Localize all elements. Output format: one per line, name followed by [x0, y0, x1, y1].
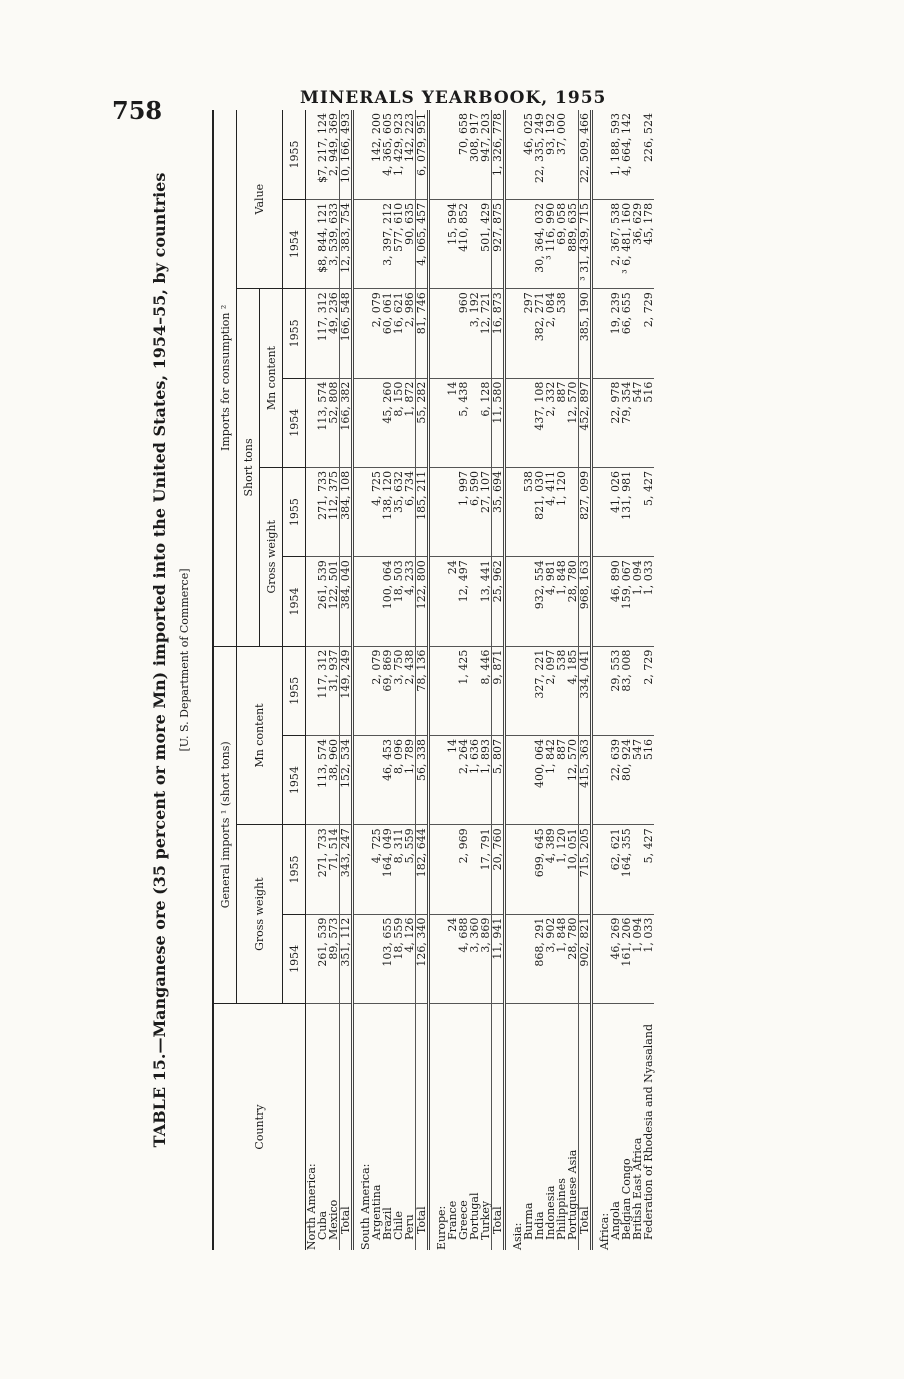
table-cell: 69, 869	[382, 646, 393, 735]
table-cell: 12, 497	[458, 557, 469, 646]
table-cell: 343, 247	[340, 825, 353, 914]
table-cell	[567, 110, 579, 199]
table-cell: 15, 594	[447, 199, 458, 288]
country-name: Mexico	[327, 1199, 340, 1240]
table-cell: 138, 120	[382, 467, 393, 556]
country-name: France	[446, 1200, 459, 1240]
table-cell: 20, 760	[492, 825, 505, 914]
table-row	[328, 110, 340, 1250]
table-cell: 49, 236	[328, 289, 340, 378]
table-cell: 1, 033	[643, 557, 654, 646]
row-spacer	[429, 110, 437, 1250]
table-cell: 932, 554	[534, 557, 545, 646]
table-cell: 1, 120	[556, 825, 567, 914]
table-cell: 2, 332	[545, 378, 556, 467]
table-cell: 384, 108	[340, 467, 353, 556]
table-cell: 62, 621	[610, 825, 621, 914]
table-cell: 887	[556, 735, 567, 824]
table-cell: 889, 635	[567, 199, 579, 288]
table-cell: 6, 590	[469, 467, 480, 556]
header-ic-gross-weight: Gross weight	[260, 467, 283, 646]
table-cell: 6, 734	[404, 467, 416, 556]
table-cell: 3, 902	[545, 914, 556, 1003]
table-cell: 70, 658	[458, 110, 469, 199]
header-year: 1955	[283, 646, 306, 735]
table-cell: 66, 655	[621, 289, 632, 378]
country-name: South America:	[359, 1163, 372, 1250]
table-cell: 902, 821	[579, 914, 592, 1003]
table-cell	[512, 914, 523, 1003]
country-name: Africa:	[598, 1212, 611, 1250]
table-cell: 577, 610	[393, 199, 404, 288]
table-cell: $7, 217, 124	[317, 110, 328, 199]
total-row	[579, 110, 592, 1250]
total-row	[416, 110, 429, 1250]
table-cell: 52, 808	[328, 378, 340, 467]
table-row	[621, 110, 632, 1250]
table-cell	[512, 735, 523, 824]
table-cell: 24	[447, 557, 458, 646]
table-cell	[436, 646, 447, 735]
table-cell: 93, 192	[545, 110, 556, 199]
header-gi-gross-weight: Gross weight	[237, 825, 283, 1004]
table-cell: 126, 340	[416, 914, 429, 1003]
table-cell: 27, 107	[480, 467, 492, 556]
table-cell	[567, 467, 579, 556]
country-name: Cuba	[316, 1210, 329, 1240]
table-cell	[436, 825, 447, 914]
table-cell: 8, 096	[393, 735, 404, 824]
table-cell: 31, 937	[328, 646, 340, 735]
table-row	[545, 110, 556, 1250]
country-name: Indonesia	[544, 1185, 557, 1240]
table-cell: 56, 338	[416, 735, 429, 824]
table-cell: ³ 116, 990	[545, 199, 556, 288]
table-cell: 55, 282	[416, 378, 429, 467]
table-cell: 113, 574	[317, 735, 328, 824]
country-name: Portuguese Asia	[566, 1149, 579, 1240]
table-cell: 166, 548	[340, 289, 353, 378]
table-cell: 3, 539, 633	[328, 199, 340, 288]
table-cell: 16, 873	[492, 289, 505, 378]
table-cell: 1, 893	[480, 735, 492, 824]
country-name: Europe:	[435, 1205, 448, 1250]
table-cell: ³ 6, 481, 160	[621, 199, 632, 288]
table-cell: 1, 326, 778	[492, 110, 505, 199]
region-row	[512, 110, 523, 1250]
table-cell: 11, 580	[492, 378, 505, 467]
country-name: North America:	[305, 1163, 318, 1250]
table-cell: 2, 264	[458, 735, 469, 824]
table-cell: 79, 354	[621, 378, 632, 467]
table-cell: 4, 126	[404, 914, 416, 1003]
page-number: 758	[112, 96, 163, 125]
table-cell	[512, 825, 523, 914]
table-cell	[436, 289, 447, 378]
table-cell: 2, 438	[404, 646, 416, 735]
table-cell: 4, 981	[545, 557, 556, 646]
table-row	[643, 110, 654, 1250]
table-cell: 35, 632	[393, 467, 404, 556]
table-cell: 35, 694	[492, 467, 505, 556]
table-cell: 164, 355	[621, 825, 632, 914]
table-cell: 71, 514	[328, 825, 340, 914]
table-cell: 41, 026	[610, 467, 621, 556]
table-cell: 22, 639	[610, 735, 621, 824]
table-cell: 149, 249	[340, 646, 353, 735]
country-name: Total	[416, 1004, 429, 1251]
table-cell: 271, 733	[317, 467, 328, 556]
table-cell: 384, 040	[340, 557, 353, 646]
table-cell: 18, 559	[393, 914, 404, 1003]
table-cell: 36, 629	[632, 199, 643, 288]
table-cell: 16, 621	[393, 289, 404, 378]
table-cell: 152, 534	[340, 735, 353, 824]
table-cell: 271, 733	[317, 825, 328, 914]
table-cell	[512, 557, 523, 646]
header-year: 1954	[283, 914, 306, 1003]
table-source: [U. S. Department of Commerce]	[178, 568, 191, 752]
table-cell: 5, 807	[492, 735, 505, 824]
table-cell: 547	[632, 378, 643, 467]
table-cell: 161, 206	[621, 914, 632, 1003]
table-cell: 1, 094	[632, 557, 643, 646]
table-cell: 547	[632, 735, 643, 824]
table-cell: 297	[523, 289, 534, 378]
table-cell: 226, 524	[643, 110, 654, 199]
table-cell: 327, 221	[534, 646, 545, 735]
table-cell: 46, 025	[523, 110, 534, 199]
table-cell: 821, 030	[534, 467, 545, 556]
table-cell: 4, 065, 457	[416, 199, 429, 288]
table-cell: 4, 185	[567, 646, 579, 735]
table-row	[480, 110, 492, 1250]
table-cell	[567, 289, 579, 378]
manganese-imports-table	[212, 110, 654, 1250]
table-cell: 9, 871	[492, 646, 505, 735]
table-cell: 2, 986	[404, 289, 416, 378]
table-cell: 166, 382	[340, 378, 353, 467]
table-cell: 382, 271	[534, 289, 545, 378]
header-year: 1954	[283, 557, 306, 646]
table-title: TABLE 15.—Manganese ore (35 percent or more Mn) imported into the United States, 1954–55, by countries	[150, 172, 169, 1148]
country-name: Angola	[609, 1201, 622, 1240]
table-cell: 89, 573	[328, 914, 340, 1003]
running-head: MINERALS YEARBOOK, 1955	[300, 88, 607, 108]
table-row	[567, 110, 579, 1250]
table-cell: 24	[447, 914, 458, 1003]
table-cell: 8, 311	[393, 825, 404, 914]
country-name: Turkey	[479, 1200, 492, 1240]
table-cell	[512, 646, 523, 735]
table-cell	[360, 557, 371, 646]
table-cell: 1, 094	[632, 914, 643, 1003]
table-cell: 182, 644	[416, 825, 429, 914]
country-name: Belgian Congo	[620, 1158, 633, 1240]
header-year: 1955	[283, 110, 306, 199]
table-cell: 5, 427	[643, 467, 654, 556]
table-cell: 19, 239	[610, 289, 621, 378]
header-gi-mn-content: Mn content	[237, 646, 283, 825]
table-cell: 12, 570	[567, 378, 579, 467]
table-cell: 6, 128	[480, 378, 492, 467]
country-name: Asia:	[511, 1222, 524, 1250]
table-cell: 516	[643, 378, 654, 467]
table-cell: 334, 041	[579, 646, 592, 735]
table-cell: 81, 746	[416, 289, 429, 378]
table-cell: 28, 780	[567, 914, 579, 1003]
table-cell: 38, 960	[328, 735, 340, 824]
table-cell: 78, 136	[416, 646, 429, 735]
table-cell: 410, 852	[458, 199, 469, 288]
table-cell: 4, 664, 142	[621, 110, 632, 199]
table-cell: 538	[556, 289, 567, 378]
table-cell: 3, 750	[393, 646, 404, 735]
table-cell: 4, 233	[404, 557, 416, 646]
table-cell	[360, 378, 371, 467]
header-value: Value	[237, 110, 283, 289]
table-cell: 2, 367, 538	[610, 199, 621, 288]
table-cell: 8, 150	[393, 378, 404, 467]
header-ic-mn-content: Mn content	[260, 289, 283, 468]
table-cell: 4, 389	[545, 825, 556, 914]
table-cell: 131, 981	[621, 467, 632, 556]
table-cell: 2, 079	[371, 289, 382, 378]
country-name: Greece	[457, 1200, 470, 1240]
table-cell: 5, 427	[643, 825, 654, 914]
table-cell: 1, 033	[643, 914, 654, 1003]
table-cell: 45, 178	[643, 199, 654, 288]
table-cell: 12, 721	[480, 289, 492, 378]
row-spacer	[592, 110, 600, 1250]
table-cell: 46, 269	[610, 914, 621, 1003]
table-cell: 1, 848	[556, 557, 567, 646]
total-row	[492, 110, 505, 1250]
table-cell: 80, 924	[621, 735, 632, 824]
country-name: Brazil	[381, 1207, 394, 1240]
country-name: British East Africa	[631, 1137, 644, 1240]
table-cell: 868, 291	[534, 914, 545, 1003]
header-year: 1955	[283, 467, 306, 556]
country-name: Argentina	[370, 1184, 383, 1240]
region-row	[436, 110, 447, 1250]
table-cell	[512, 378, 523, 467]
country-name: Peru	[403, 1214, 416, 1240]
country-name: Portugal	[468, 1192, 481, 1240]
table-cell: 8, 446	[480, 646, 492, 735]
table-cell: 12, 570	[567, 735, 579, 824]
table-cell: 28, 780	[567, 557, 579, 646]
table-cell: 308, 917	[469, 110, 480, 199]
table-cell: 12, 383, 754	[340, 199, 353, 288]
table-cell: 113, 574	[317, 378, 328, 467]
country-name: Total	[492, 1004, 505, 1251]
table-cell	[360, 735, 371, 824]
table-cell: 10, 051	[567, 825, 579, 914]
table-cell: 69, 058	[556, 199, 567, 288]
country-name: India	[533, 1211, 546, 1240]
table-cell: 122, 800	[416, 557, 429, 646]
table-cell: 11, 941	[492, 914, 505, 1003]
table-cell: 185, 211	[416, 467, 429, 556]
table-cell: 4, 725	[371, 825, 382, 914]
table-cell: 2, 084	[545, 289, 556, 378]
table-cell: 46, 453	[382, 735, 393, 824]
table-cell: 3, 360	[469, 914, 480, 1003]
table-row	[458, 110, 469, 1250]
table-cell: 117, 312	[317, 646, 328, 735]
table-cell: 83, 008	[621, 646, 632, 735]
table-cell: 29, 553	[610, 646, 621, 735]
table-cell: 2, 079	[371, 646, 382, 735]
table-cell: 927, 875	[492, 199, 505, 288]
table-cell: 1, 997	[458, 467, 469, 556]
header-general-imports: General imports ¹ (short tons)	[213, 646, 237, 1003]
table-cell: 3, 397, 212	[382, 199, 393, 288]
table-cell: 887	[556, 378, 567, 467]
table-cell	[360, 914, 371, 1003]
table-cell: 5, 559	[404, 825, 416, 914]
table-cell: 30, 364, 032	[534, 199, 545, 288]
header-year: 1955	[283, 825, 306, 914]
table-cell: 22, 335, 249	[534, 110, 545, 199]
table-cell: 22, 509, 466	[579, 110, 592, 199]
table-cell: 351, 112	[340, 914, 353, 1003]
table-cell: 400, 064	[534, 735, 545, 824]
row-spacer	[353, 110, 361, 1250]
row-spacer	[505, 110, 513, 1250]
table-cell: 37, 000	[556, 110, 567, 199]
table-cell: 699, 645	[534, 825, 545, 914]
table-cell: 437, 108	[534, 378, 545, 467]
table-cell: 142, 223	[404, 110, 416, 199]
table-cell: 46, 890	[610, 557, 621, 646]
rotated-table-block	[150, 40, 840, 1280]
table-body	[306, 110, 655, 1250]
total-row	[340, 110, 353, 1250]
header-year: 1954	[283, 378, 306, 467]
table-cell: 2, 969	[458, 825, 469, 914]
table-cell: 1, 848	[556, 914, 567, 1003]
table-cell: 3, 192	[469, 289, 480, 378]
table-cell: 2, 097	[545, 646, 556, 735]
table-cell: 960	[458, 289, 469, 378]
table-cell: 100, 064	[382, 557, 393, 646]
table-cell: 14	[447, 378, 458, 467]
table-cell: 45, 260	[382, 378, 393, 467]
table-cell: 18, 503	[393, 557, 404, 646]
table-cell: 2, 949, 369	[328, 110, 340, 199]
table-cell	[360, 199, 371, 288]
table-cell: 60, 061	[382, 289, 393, 378]
table-cell: 516	[643, 735, 654, 824]
table-cell: 6, 079, 951	[416, 110, 429, 199]
table-cell: 1, 872	[404, 378, 416, 467]
table-cell: 1, 789	[404, 735, 416, 824]
table-cell: 1, 425	[458, 646, 469, 735]
table-cell: 5, 438	[458, 378, 469, 467]
table-cell: 164, 049	[382, 825, 393, 914]
table-cell: 261, 539	[317, 914, 328, 1003]
header-short-tons: Short tons	[237, 289, 260, 646]
table-cell: 3, 869	[480, 914, 492, 1003]
table-cell: 1, 429, 923	[393, 110, 404, 199]
table-cell: 715, 205	[579, 825, 592, 914]
table-cell: 1, 188, 593	[610, 110, 621, 199]
table-cell	[436, 467, 447, 556]
table-cell: 10, 166, 493	[340, 110, 353, 199]
table-cell: 159, 067	[621, 557, 632, 646]
table-cell: 261, 539	[317, 557, 328, 646]
table-cell: 25, 962	[492, 557, 505, 646]
table-cell: 452, 897	[579, 378, 592, 467]
table-cell: 4, 411	[545, 467, 556, 556]
header-year: 1954	[283, 735, 306, 824]
table-cell: 538	[523, 467, 534, 556]
header-country: Country	[213, 1004, 306, 1251]
table-cell: $8, 844, 121	[317, 199, 328, 288]
table-cell: 2, 729	[643, 289, 654, 378]
country-name: Burma	[522, 1202, 535, 1240]
table-cell	[512, 199, 523, 288]
table-row	[404, 110, 416, 1250]
table-cell: 13, 441	[480, 557, 492, 646]
table-cell: 538	[556, 646, 567, 735]
table-cell: 142, 200	[371, 110, 382, 199]
table-cell: 112, 375	[328, 467, 340, 556]
table-cell: 14	[447, 735, 458, 824]
table-cell: 117, 312	[317, 289, 328, 378]
header-year: 1955	[283, 289, 306, 378]
table-cell	[436, 110, 447, 199]
header-imports-consumption: Imports for consumption ²	[213, 110, 237, 646]
table-cell: 385, 190	[579, 289, 592, 378]
table-cell: 947, 203	[480, 110, 492, 199]
country-name: Federation of Rhodesia and Nyasaland	[642, 1024, 655, 1240]
country-name: Total	[340, 1004, 353, 1251]
country-name: Philippines	[555, 1178, 568, 1240]
table-cell: 501, 429	[480, 199, 492, 288]
table-cell: 90, 635	[404, 199, 416, 288]
country-name: Total	[579, 1004, 592, 1251]
table-cell: ³ 31, 439, 715	[579, 199, 592, 288]
table-cell: 2, 729	[643, 646, 654, 735]
table-cell: 17, 791	[480, 825, 492, 914]
table-cell: 4, 365, 605	[382, 110, 393, 199]
table-cell: 4, 725	[371, 467, 382, 556]
table-cell: 1, 120	[556, 467, 567, 556]
header-year: 1954	[283, 199, 306, 288]
table-cell: 103, 655	[382, 914, 393, 1003]
country-name: Chile	[392, 1210, 405, 1240]
table-cell: 1, 636	[469, 735, 480, 824]
table-cell: 968, 163	[579, 557, 592, 646]
table-cell: 122, 501	[328, 557, 340, 646]
table-cell: 1, 842	[545, 735, 556, 824]
table-cell: 4, 688	[458, 914, 469, 1003]
table-cell: 22, 978	[610, 378, 621, 467]
table-cell: 827, 099	[579, 467, 592, 556]
table-cell: 415, 363	[579, 735, 592, 824]
